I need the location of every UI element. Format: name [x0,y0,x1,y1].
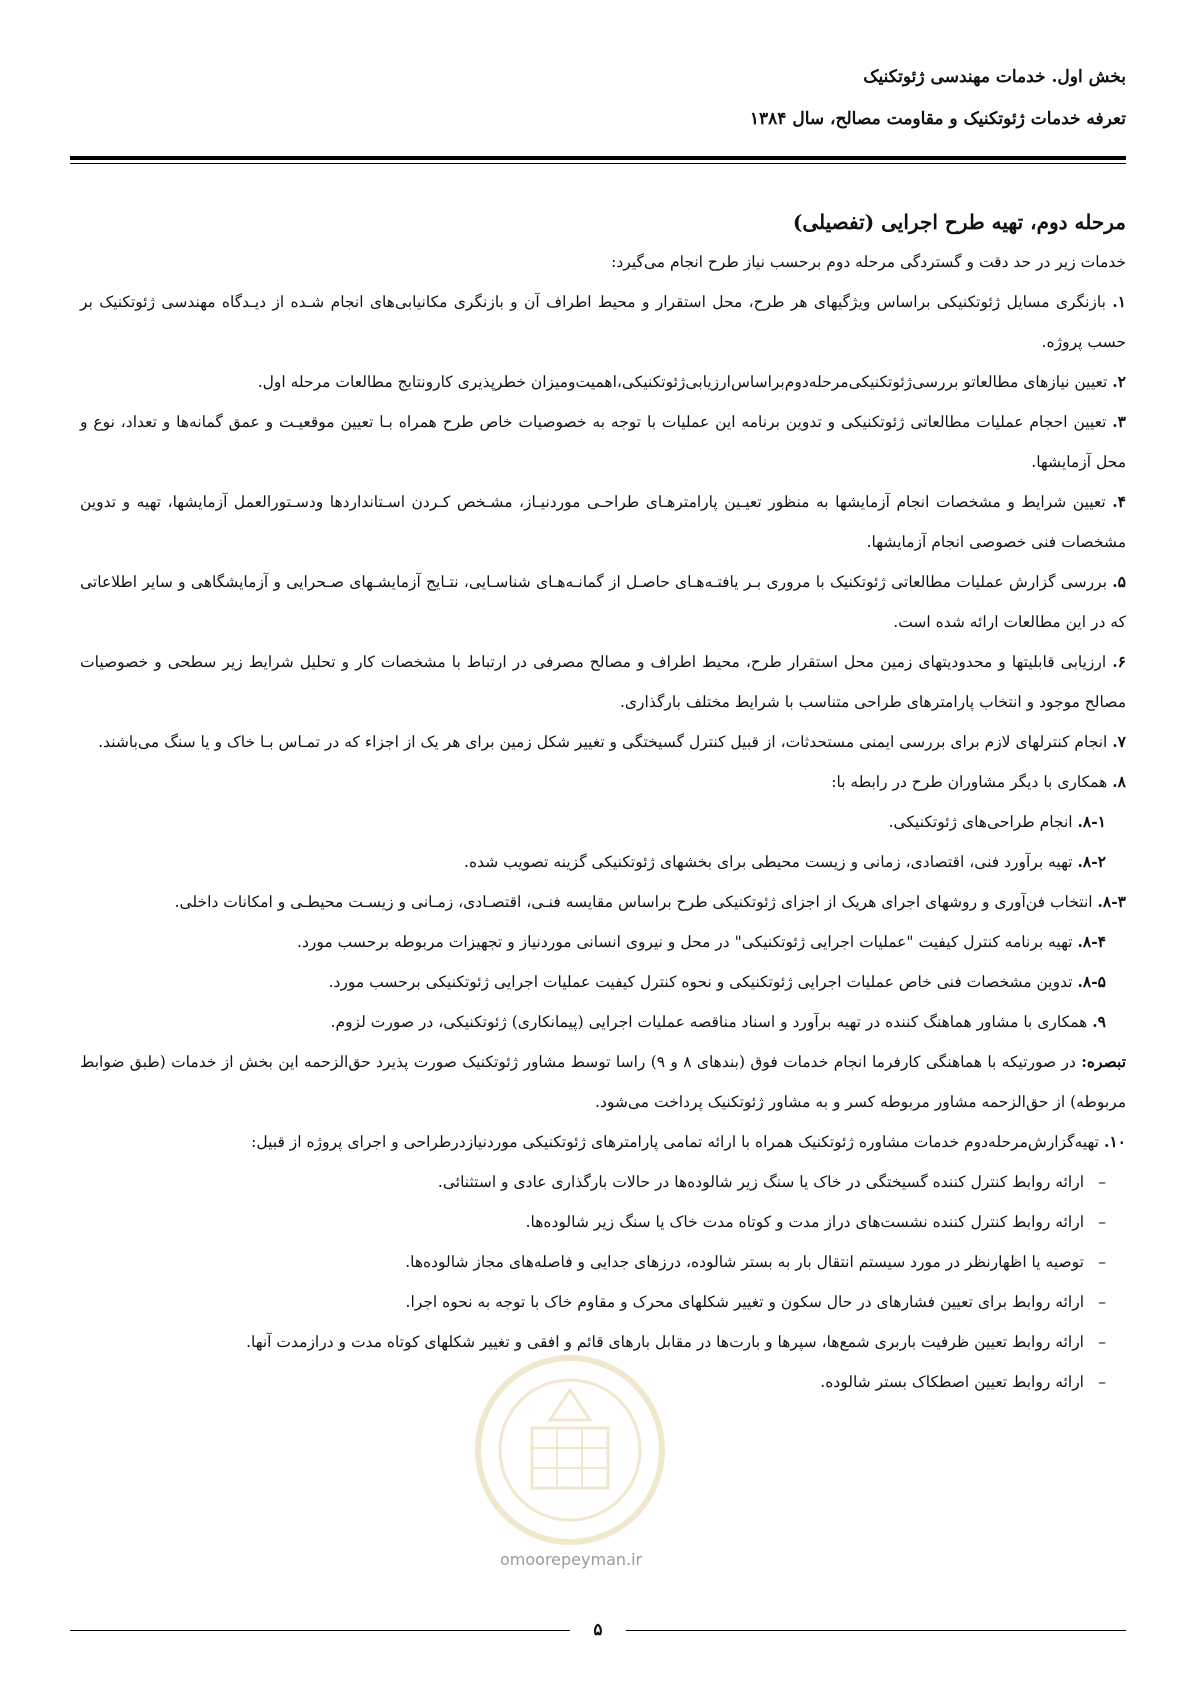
item-text: ارزیابی قابلیتها و محدودیتهای زمین محل استقرار طرح، محیط اطراف و مصالح مصرفی در ارتباط با مشخصات کار و تحلیل شرایط زیر سطحی و خصوصیات مصالح موجود و انتخاب پارامترهای طراحی متناسب با شرایط مختلف بارگذاری. [80,653,1126,711]
header-double-rule [70,156,1126,164]
item-number: ۷. [1112,732,1126,751]
dash-item-text: ارائه روابط تعیین ظرفیت باربری شمع‌ها، سپرها و بارت‌ها در مقابل بارهای قائم و افقی و تغییر شکلهای کوتاه مدت و درازمدت آنها. [246,1333,1084,1351]
item-text: بررسی گزارش عملیات مطالعاتی ژئوتکنیک با مروری بـر یافتـه‌هـای حاصـل از گمانـه‌هـای شناسـایی، نتـایج آزمایشـهای صـحرایی و آزمایشگاهی و سایر اطلاعاتی که در این مطالعات ارائه شده است. [80,573,1126,631]
item-text: تدوین مشخصات فنی خاص عملیات اجرایی ژئوتکنیکی و نحوه کنترل کیفیت عملیات اجرایی ژئوتکنیکی برحسب مورد. [328,973,1073,991]
item-text: تهیه‌گزارش‌مرحله‌دوم خدمات مشاوره ژئوتکنیک همراه با ارائه تمامی پارامترهای ژئوتکنیکی موردنیازدرطراحی و اجرای پروژه از قبیل: [251,1133,1099,1151]
page-footer [70,1616,1126,1646]
list-item [80,282,1126,362]
item-text: همکاری با دیگر مشاوران طرح در رابطه با: [831,773,1108,791]
dash-bullet: – [1098,1173,1106,1191]
note-label: تبصره: [1081,1052,1127,1071]
list-item [80,1002,1126,1042]
dash-item-text: ارائه روابط کنترل کننده گسیختگی در خاک یا سنگ زیر شالوده‌ها در حالات بارگذاری عادی و استثنائی. [437,1173,1084,1191]
item-text: تعیین شرایط و مشخصات انجام آزمایشها به منظور تعیـین پارامترهـای طراحـی موردنیـاز، مشـخص کـردن اسـتانداردها ودسـتورالعمل آزمایشها، تهیه و تدوین مشخصات فنی خصوصی انجام آزمایشها. [80,493,1126,551]
dash-bullet: – [1098,1373,1106,1391]
dash-list-item [80,1202,1106,1242]
dash-item-text: ارائه روابط کنترل کننده نشست‌های دراز مدت و کوتاه مدت خاک یا سنگ زیر شالوده‌ها. [525,1213,1084,1231]
list-item [80,402,1126,482]
item-number: ۶. [1112,652,1126,671]
sub-list-item [80,802,1126,842]
sub-list-item [80,842,1126,882]
item-text: بازنگری مسایل ژئوتکنیکی براساس ویژگیهای هر طرح، محل استقرار و محیط اطراف آن و بازنگری مکانیابی‌های انجام شـده از دیـدگاه مهندسی ژئوتکنیک بر حسب پروژه. [80,293,1126,351]
item-number: ۸-۱. [1077,812,1106,831]
item-number: ۱. [1112,292,1126,311]
list-item [80,642,1126,722]
dash-bullet: – [1098,1253,1106,1271]
page-header [70,60,1126,136]
page-number: ۵ [593,1620,603,1640]
page-content [80,204,1126,1402]
list-item [80,482,1126,562]
sub-list-item [80,922,1126,962]
item-text: تهیه برنامه کنترل کیفیت "عملیات اجرایی ژئوتکنیکی" در محل و نیروی انسانی موردنیاز و تجهیزات مربوطه برحسب مورد. [297,933,1073,951]
intro-paragraph: خدمات زیر در حد دقت و گستردگی مرحله دوم برحسب نیاز طرح انجام می‌گیرد: [611,253,1126,271]
section-title: مرحله دوم، تهیه طرح اجرایی (تفصیلی) [792,210,1126,234]
item-text: انتخاب فن‌آوری و روشهای اجرای هریک از اجزای ژئوتکنیکی طرح براساس مقایسه فنـی، اقتصـادی، زمـانی و زیسـت محیطـی و امکانات داخلی. [174,893,1093,911]
item-number: ۱۰. [1103,1132,1126,1151]
dash-list-item [80,1282,1106,1322]
item-number: ۸-۴. [1077,932,1106,951]
list-item [80,562,1126,642]
list-item [80,762,1126,802]
item-text: انجام کنترلهای لازم برای بررسی ایمنی مستحدثات، از قبیل کنترل گسیختگی و تغییر شکل زمین برای هر یک از اجزاء که در تمـاس بـا خاک و یا سنگ می‌باشند. [98,733,1108,751]
note-text: در صورتیکه با هماهنگی کارفرما انجام خدمات فوق (بندهای ۸ و ۹) راسا توسط مشاور ژئوتکنیک صورت پذیرد حق‌الزحمه این بخش از خدمات (طبق ضوابط مربوطه) از حق‌الزحمه مشاور مربوطه کسر و به مشاور ژئوتکنیک پرداخت می‌شود. [80,1053,1126,1111]
dash-list-item [80,1162,1106,1202]
item-number: ۸. [1112,772,1126,791]
dash-list-item [80,1242,1106,1282]
header-doc-title: تعرفه خدمات ژئوتکنیک و مقاومت مصالح، سال ۱۳۸۴ [749,109,1126,129]
watermark-url: omoorepeyman.ir [500,1550,643,1569]
dash-bullet: – [1098,1333,1106,1351]
item-number: ۲. [1112,372,1126,391]
item-number: ۳. [1112,412,1126,431]
header-part-title: بخش اول. خدمات مهندسی ژئوتکنیک [863,67,1126,87]
sub-list-item [80,882,1126,922]
watermark-seal-icon [470,1350,670,1550]
item-number: ۵. [1112,572,1126,591]
dash-bullet: – [1098,1293,1106,1311]
list-item [80,362,1126,402]
footer-rule-left [70,1630,570,1631]
dash-item-text: ارائه روابط تعیین اصطکاک بستر شالوده. [820,1373,1084,1391]
item-text: تهیه برآورد فنی، اقتصادی، زمانی و زیست محیطی برای بخشهای ژئوتکنیکی گزینه تصویب شده. [464,853,1073,871]
item-number: ۹. [1092,1012,1106,1031]
item-number: ۸-۳. [1097,892,1126,911]
item-number: ۸-۵. [1077,972,1106,991]
item-text: تعیین احجام عملیات مطالعاتی ژئوتکنیکی و تدوین برنامه این عملیات با توجه به خصوصیات خاص طرح همراه بـا تعیین موقعیـت و عمق گمانه‌ها و تعداد، نوع و محل آزمایشها. [80,413,1126,471]
dash-item-text: توصیه یا اظهارنظر در مورد سیستم انتقال بار به بستر شالوده، درزهای جدایی و فاصله‌های مجاز شالوده‌ها. [405,1253,1084,1271]
item-text: همکاری با مشاور هماهنگ کننده در تهیه برآورد و اسناد مناقصه عملیات اجرایی (پیمانکاری) ژئوتکنیکی، در صورت لزوم. [330,1013,1088,1031]
item-text: تعیین نیازهای مطالعاتو بررسی‌ژئوتکنیکی‌مرحله‌دوم‌براساس‌ارزیابی‌ژئوتکنیکی،اهمیت‌ومیزان خطرپذیری کارونتایج مطالعات مرحله اول. [257,373,1108,391]
item-text: انجام طراحی‌های ژئوتکنیکی. [888,813,1073,831]
footer-rule-right [626,1630,1126,1631]
note-paragraph [80,1042,1126,1122]
list-item [80,1122,1126,1162]
sub-list-item [80,962,1126,1002]
item-number: ۸-۲. [1077,852,1106,871]
item-number: ۴. [1112,492,1126,511]
list-item [80,722,1126,762]
dash-bullet: – [1098,1213,1106,1231]
dash-item-text: ارائه روابط برای تعیین فشارهای در حال سکون و تغییر شکلهای محرک و مقاوم خاک با توجه به نحوه اجرا. [405,1293,1084,1311]
